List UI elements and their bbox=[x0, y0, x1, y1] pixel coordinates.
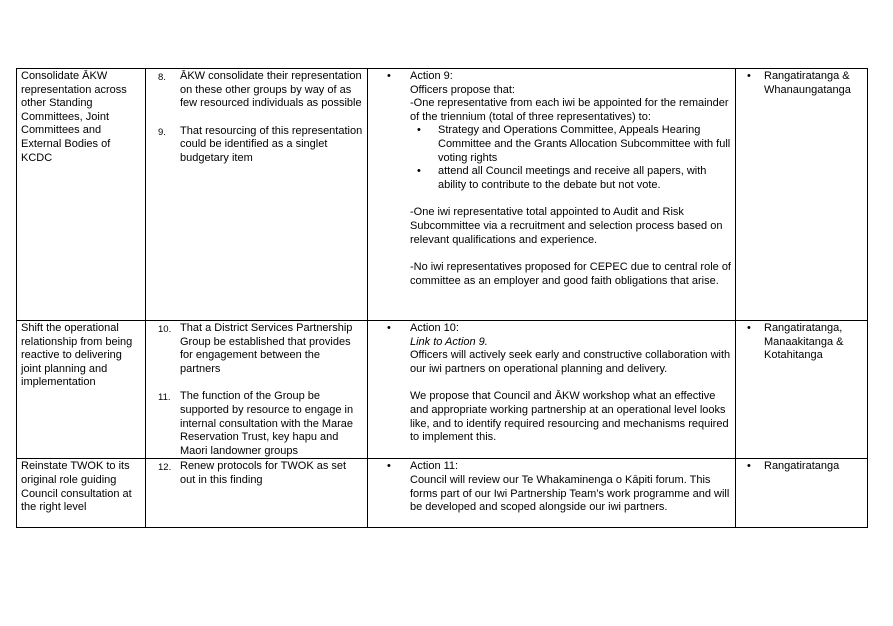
action-paragraph: We propose that Council and ĀKW workshop what an effective and appropriate working partnership at an operational level looks like, and to identify required resourcing and mechanisms required to implement this. bbox=[410, 390, 729, 444]
recommendations-table bbox=[16, 68, 868, 528]
action-sub-bullet: • Strategy and Operations Committee, Appeals Hearing Committee and the Grants Allocation Subcommittee with full voting rights bbox=[372, 124, 731, 165]
finding-text: Reinstate TWOK to its original role guiding Council consultation at the right level bbox=[21, 460, 132, 514]
recommendations-cell bbox=[146, 459, 368, 528]
recommendation-item bbox=[150, 322, 363, 376]
action-intro: Officers propose that: bbox=[410, 83, 515, 96]
recommendation-text: ĀKW consolidate their representation on these other groups by way of as few resourced individuals as possible bbox=[180, 70, 362, 110]
action-paragraph: Council will review our Te Whakaminenga o Kāpiti forum. This forms part of our Iwi Partnership Team’s work programme and will be developed and scoped alongside our iwi partners. bbox=[410, 473, 730, 514]
finding-cell bbox=[17, 69, 146, 321]
finding-text: Consolidate ĀKW representation across other Standing Committees, Joint Committees and External Bodies of KCDC bbox=[21, 70, 127, 164]
action-link: Link to Action 9. bbox=[410, 335, 488, 348]
recommendation-number: 12. bbox=[158, 462, 172, 474]
action-cell bbox=[368, 321, 736, 459]
recommendations-cell bbox=[146, 69, 368, 321]
action-paragraph: -No iwi representatives proposed for CEPEC due to central role of committee as an employer and good faith obligations that arise. bbox=[410, 261, 731, 287]
principle-cell bbox=[736, 321, 868, 459]
recommendation-text: Renew protocols for TWOK as set out in this finding bbox=[180, 460, 347, 486]
action-paragraph: -One representative from each iwi be appointed for the remainder of the triennium (total of three representatives) to: bbox=[410, 97, 729, 123]
recommendations-cell bbox=[146, 321, 368, 459]
recommendation-item bbox=[150, 460, 363, 487]
action-cell bbox=[368, 69, 736, 321]
recommendation-number: 11. bbox=[158, 392, 171, 404]
action-paragraph: Officers will actively seek early and constructive collaboration with our iwi partners on operational planning and delivery. bbox=[410, 349, 731, 375]
action-cell bbox=[368, 459, 736, 528]
action-title: • Action 10: bbox=[372, 322, 731, 336]
recommendation-item bbox=[150, 390, 363, 458]
action-title: • Action 9: bbox=[372, 70, 731, 84]
action-sub-bullet: • attend all Council meetings and receive all papers, with ability to contribute to the debate but not vote. bbox=[372, 165, 731, 192]
principle-text: • Rangatiratanga bbox=[740, 460, 863, 474]
table-row bbox=[17, 321, 868, 459]
recommendation-number: 10. bbox=[158, 324, 172, 335]
finding-text: Shift the operational relationship from being reactive to delivering joint planning and implementation bbox=[21, 322, 133, 389]
recommendation-number: 9. bbox=[158, 126, 166, 138]
recommendation-text: That a District Services Partnership Group be established that provides for engagement between the partners bbox=[180, 322, 353, 375]
recommendation-item bbox=[150, 70, 363, 111]
recommendation-text: That resourcing of this representation could be identified as a singlet budgetary item bbox=[180, 124, 363, 164]
table-row bbox=[17, 459, 868, 528]
principle-cell bbox=[736, 459, 868, 528]
table-row bbox=[17, 69, 868, 321]
finding-cell bbox=[17, 321, 146, 459]
recommendation-item bbox=[150, 125, 363, 166]
action-paragraph: -One iwi representative total appointed to Audit and Risk Subcommittee via a recruitment and selection process based on relevant qualifications and experience. bbox=[410, 206, 723, 246]
action-title: • Action 11: bbox=[372, 460, 731, 474]
principle-text: • Rangatiratanga & Whanaungatanga bbox=[740, 70, 863, 97]
principle-cell bbox=[736, 69, 868, 321]
finding-cell bbox=[17, 459, 146, 528]
recommendation-number: 8. bbox=[158, 72, 166, 83]
recommendation-text: The function of the Group be supported by resource to engage in internal consultation with the Marae Reservation Trust, key hapu and Maori landowner groups bbox=[180, 390, 354, 457]
principle-text: • Rangatiratanga, Manaakitanga & Kotahitanga bbox=[740, 322, 863, 363]
